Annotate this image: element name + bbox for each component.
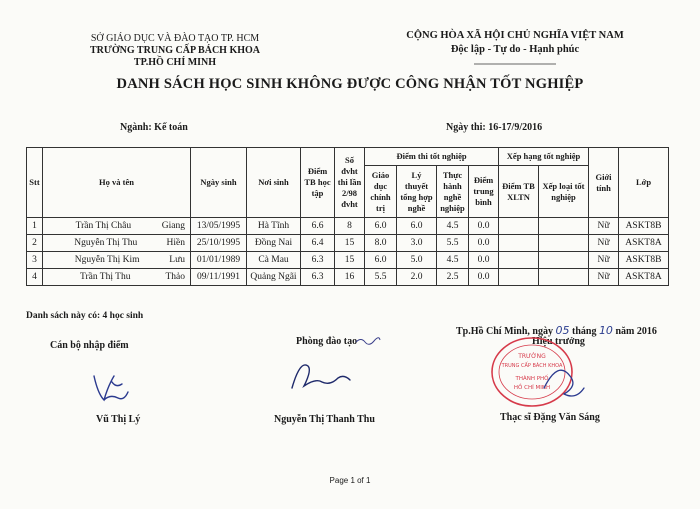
cell-dob: 13/05/1995	[191, 218, 247, 235]
training-office-name: Nguyễn Thị Thanh Thu	[274, 414, 375, 425]
cell-avg: 0.0	[469, 218, 499, 235]
cell-gpa: 6.4	[301, 235, 335, 252]
cell-grade	[539, 269, 589, 286]
header-dob: Ngày sinh	[191, 148, 247, 218]
stamp-line2: TRUNG CẤP BÁCH KHOA	[501, 363, 563, 369]
cell-grade	[539, 235, 589, 252]
cell-attempt: 16	[335, 269, 365, 286]
header-xltn: Điểm TB XLTN	[499, 166, 539, 218]
cell-stt: 2	[27, 235, 43, 252]
cell-stt: 1	[27, 218, 43, 235]
cell-last-name: Trần Thị Thu	[79, 272, 131, 282]
training-role-flourish	[355, 336, 381, 346]
cell-name	[43, 235, 191, 252]
header-rank-group: Xếp hạng tốt nghiệp	[499, 148, 589, 166]
header-practice: Thực hành nghề nghiệp	[437, 166, 469, 218]
cell-practice: 4.5	[437, 252, 469, 269]
cell-name	[43, 218, 191, 235]
cell-theory: 6.0	[397, 218, 437, 235]
entry-officer-name: Vũ Thị Lý	[96, 414, 141, 425]
cell-civics: 6.0	[365, 218, 397, 235]
header-civics: Giáo dục chính trị	[365, 166, 397, 218]
cell-first-name: Hiền	[166, 238, 185, 248]
handwritten-day: 05	[555, 324, 570, 337]
cell-pob: Quảng Ngãi	[247, 269, 301, 286]
cell-theory: 3.0	[397, 235, 437, 252]
cell-xltn	[499, 235, 539, 252]
motto-underline	[390, 62, 640, 66]
cell-civics: 5.5	[365, 269, 397, 286]
cell-gpa: 6.3	[301, 252, 335, 269]
cell-civics: 6.0	[365, 252, 397, 269]
cell-last-name: Nguyễn Thị Thu	[74, 238, 138, 248]
header-class: Lớp	[619, 148, 669, 218]
cell-avg: 0.0	[469, 269, 499, 286]
school-name: TRƯỜNG TRUNG CẤP BÁCH KHOA	[89, 45, 260, 56]
cell-xltn	[499, 269, 539, 286]
entry-officer-role: Cán bộ nhập điểm	[50, 340, 129, 351]
header-gender: Giới tính	[589, 148, 619, 218]
header-gpa: Điểm TB học tập	[301, 148, 335, 218]
training-office-signature-icon	[286, 356, 356, 396]
cell-theory: 5.0	[397, 252, 437, 269]
principal-name: Thạc sĩ Đặng Văn Sáng	[500, 412, 600, 423]
cell-avg: 0.0	[469, 235, 499, 252]
cell-name	[43, 252, 191, 269]
cell-first-name: Lưu	[169, 255, 185, 265]
cell-first-name: Giang	[161, 221, 185, 231]
cell-first-name: Thảo	[165, 272, 185, 282]
cell-attempt: 15	[335, 252, 365, 269]
cell-pob: Đồng Nai	[247, 235, 301, 252]
cell-gender: Nữ	[589, 218, 619, 235]
header-avg: Điểm trung bình	[469, 166, 499, 218]
cell-class: ASKT8A	[619, 235, 669, 252]
issuer-header	[60, 33, 290, 69]
students-table	[26, 147, 669, 286]
cell-dob: 09/11/1991	[191, 269, 247, 286]
cell-gpa: 6.6	[301, 218, 335, 235]
cell-xltn	[499, 218, 539, 235]
cell-xltn	[499, 252, 539, 269]
cell-theory: 2.0	[397, 269, 437, 286]
stamp-line1: TRƯỜNG	[518, 353, 546, 360]
national-motto: Độc lập - Tự do - Hạnh phúc	[450, 44, 580, 55]
stamp-line3: THÀNH PHỐ	[515, 376, 549, 382]
table-row	[27, 235, 669, 252]
header-exam-group: Điểm thi tốt nghiệp	[365, 148, 499, 166]
cell-attempt: 8	[335, 218, 365, 235]
table-row	[27, 252, 669, 269]
header-grade: Xếp loại tốt nghiệp	[539, 166, 589, 218]
cell-class: ASKT8A	[619, 269, 669, 286]
cell-class: ASKT8B	[619, 252, 669, 269]
cell-practice: 4.5	[437, 218, 469, 235]
country-name: CỘNG HÒA XÃ HỘI CHỦ NGHĨA VIỆT NAM	[406, 30, 624, 41]
cell-pob: Hà Tĩnh	[247, 218, 301, 235]
cell-gender: Nữ	[589, 252, 619, 269]
header-pob: Nơi sinh	[247, 148, 301, 218]
header-stt: Stt	[27, 148, 43, 218]
table-row	[27, 218, 669, 235]
stamp-line4: HỒ CHÍ MINH	[513, 385, 551, 391]
exam-date-label: Ngày thi: 16-17/9/2016	[446, 122, 543, 133]
header-attempt: Số đvht thi lần 2/98 đvht	[335, 148, 365, 218]
handwritten-month: 10	[598, 324, 613, 337]
document-title: DANH SÁCH HỌC SINH KHÔNG ĐƯỢC CÔNG NHẬN TỐT NGHIỆP	[116, 76, 584, 92]
cell-practice: 2.5	[437, 269, 469, 286]
header-theory: Lý thuyết tổng hợp nghề	[397, 166, 437, 218]
major-label: Ngành: Kế toán	[120, 122, 188, 133]
cell-class: ASKT8B	[619, 218, 669, 235]
table-row	[27, 269, 669, 286]
cell-gpa: 6.3	[301, 269, 335, 286]
cell-stt: 3	[27, 252, 43, 269]
month-label: tháng	[571, 326, 597, 337]
cell-last-name: Trần Thị Châu	[75, 221, 132, 231]
cell-name	[43, 269, 191, 286]
school-seal-stamp	[480, 330, 590, 410]
place-date-prefix: Tp.Hồ Chí Minh, ngày	[456, 326, 553, 337]
cell-dob: 01/01/1989	[191, 252, 247, 269]
national-header	[390, 29, 640, 71]
student-count: Danh sách này có: 4 học sinh	[26, 311, 144, 321]
training-office-role: Phòng đào tạo	[296, 336, 358, 347]
principal-role: Hiệu trưởng	[532, 336, 585, 347]
cell-practice: 5.5	[437, 235, 469, 252]
cell-gender: Nữ	[589, 235, 619, 252]
cell-pob: Cà Mau	[247, 252, 301, 269]
cell-civics: 8.0	[365, 235, 397, 252]
cell-gender: Nữ	[589, 269, 619, 286]
cell-grade	[539, 218, 589, 235]
cell-attempt: 15	[335, 235, 365, 252]
school-city: TP.HỒ CHÍ MINH	[133, 57, 217, 68]
cell-dob: 25/10/1995	[191, 235, 247, 252]
cell-avg: 0.0	[469, 252, 499, 269]
cell-last-name: Nguyễn Thị Kim	[74, 255, 140, 265]
page-footer: Page 1 of 1	[329, 476, 371, 485]
year-label: năm 2016	[615, 326, 657, 337]
header-name: Họ và tên	[43, 148, 191, 218]
cell-stt: 4	[27, 269, 43, 286]
department-name: SỞ GIÁO DỤC VÀ ĐÀO TẠO TP. HCM	[90, 33, 260, 44]
cell-grade	[539, 252, 589, 269]
entry-officer-signature-icon	[88, 368, 134, 406]
